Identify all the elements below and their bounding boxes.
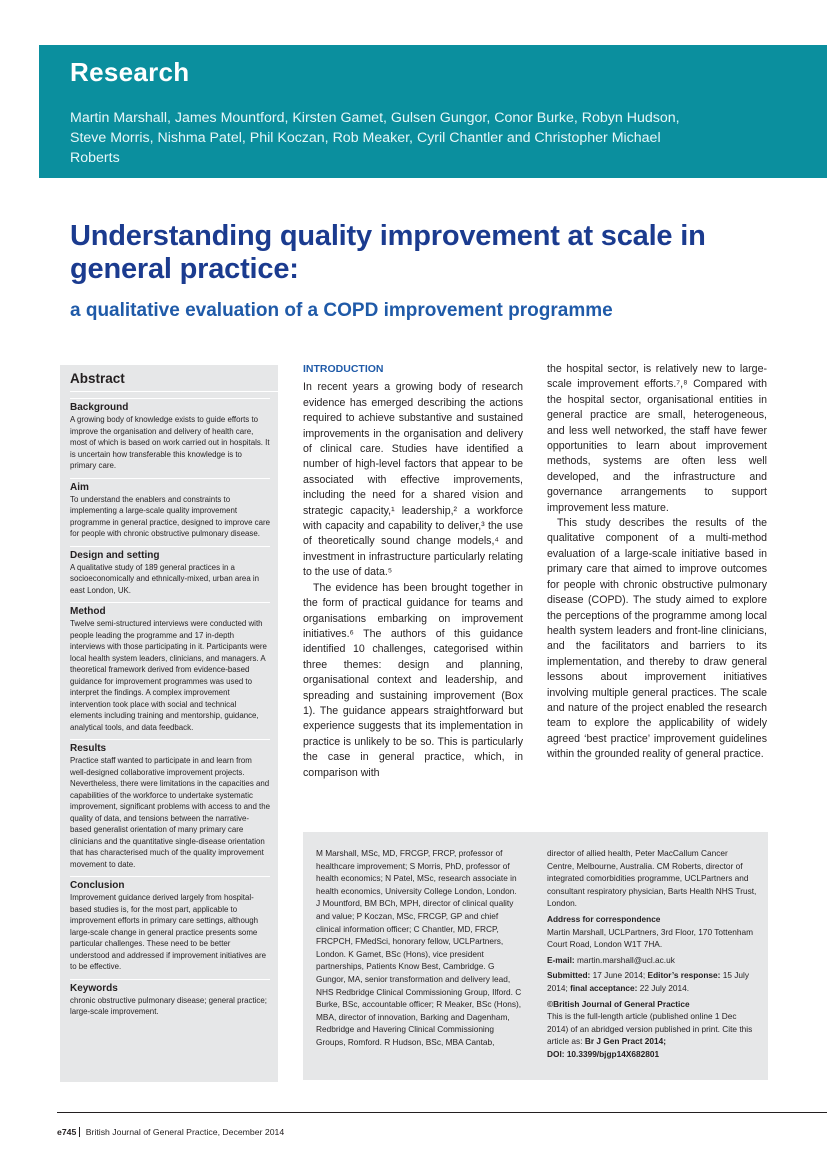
abstract-section-heading: Background [70, 402, 129, 413]
abstract-section-heading: Method [70, 606, 106, 617]
copyright-line: ©British Journal of General Practice [547, 998, 690, 1009]
abstract-section-heading: Design and setting [70, 549, 160, 561]
correspondence-address: Martin Marshall, UCLPartners, 3rd Floor, 170 Tottenham Court Road, London W1T 7HA. [547, 926, 753, 950]
abstract-section-heading: Aim [70, 481, 89, 493]
email-label: E-mail: [547, 954, 575, 965]
body-column-1 [303, 362, 523, 781]
article-title: Understanding quality improvement at scale in general practice: [70, 220, 706, 285]
section-banner [39, 45, 827, 178]
abstract-section-text: Improvement guidance derived largely from hospital-based studies is, for the most part, applicable to improvement efforts in primary care settings, although large-scale change in general practice presents some particular challenges. These need to be better understood and addressed if improvement initiatives are to be effective. [70, 893, 267, 971]
abstract-section-text: A qualitative study of 189 general practices in a socioeconomically and ethnically-mixed, urban area in east London, UK. [70, 562, 260, 595]
abstract-section-text: To understand the enablers and constraints to implementing a large-scale quality improvement programme in general practice, designed to improve care for people with chronic obstructive pulmonary disease. [70, 494, 270, 538]
abstract-aim [70, 478, 270, 540]
abstract-keywords [70, 979, 270, 1018]
final-acceptance-date: 22 July 2014. [639, 982, 690, 993]
editor-response-date: 15 July 2014; [547, 970, 750, 993]
abstract-section-text: Twelve semi-structured interviews were conducted with people leading the programme and 17 in-depth interviews with those participating in it. Participants were local health system leaders, clinicians, and managers. A theoretical framework derived from evidence-based guidance for improvement programmes was used to interpret the findings. A complex improvement intervention took place with social and technical elements including training and mentorship, guidance, analytical tools, and data feedback. [70, 619, 267, 732]
page-footer [57, 1127, 284, 1137]
correspondence-label: Address for correspondence [547, 913, 661, 924]
final-acceptance-label: final acceptance: [570, 982, 638, 993]
submitted-date: 17 June 2014; [592, 970, 646, 981]
author-list: Martin Marshall, James Mountford, Kirsten Gamet, Gulsen Gungor, Conor Burke, Robyn Hudson, Steve Morris, Nishma Patel, Phil Koczan, Rob Meaker, Cyril Chantler and Christopher Michael Roberts [70, 110, 680, 167]
body-column-2 [547, 362, 767, 763]
affiliations-text: M Marshall, MSc, MD, FRCGP, FRCP, professor of healthcare improvement; S Morris, PhD, professor of health economics; N Patel, MSc, research associate in health economics, University College London, London. J Mountford, BM BCh, MPH, director of clinical quality and value; P Koczan, MSc, FRCGP, GP and chief clinical information officer; C Chantler, MD, FRCP, FRCPCH, FMedSci, honorary fellow, UCLPartners, London. K Gamet, BSc (Hons), vice president partnerships, Patients Know Best, Cambridge. G Gungor, MA, senior transformation and delivery lead, NHS Redbridge Clinical Commissioning Group, Ilford. C Burke, BSc, accountable officer; R Meaker, BSc (Hons), MBA, director of innovation, Barking and Dagenham, Redbridge and Havering Clinical Commissioning Groups, Romford. R Hudson, BSc, MBA Cantab, [316, 848, 522, 1047]
abstract-section-text: A growing body of knowledge exists to guide efforts to improve the organisation and delivery of health care, most of which is based on work carried out in hospitals. It is uncertain how transferable this knowledge is to primary care. [70, 415, 270, 470]
affiliations-text-continued: director of allied health, Peter MacCallum Cancer Centre, Melbourne, Australia. CM Roberts, director of integrated comorbidities programme, UCLPartners and consultant respiratory physician, Barts Health NHS Trust, London. [547, 848, 757, 909]
abstract-heading: Abstract [70, 371, 278, 392]
abstract-background [70, 398, 270, 472]
body-paragraph: the hospital sector, is relatively new to large-scale improvement efforts.⁷,⁸ Compared with the hospital sector, organisational entities in general practice are small, heterogeneous, and less well networked, the staff have fewer opportunities to learn about improvement methods, systems are often less well developed, and the infrastructure and governance arrangements to support improvement less mature. [547, 363, 767, 514]
journal-issue: British Journal of General Practice, December 2014 [85, 1127, 285, 1137]
abstract-section-heading: Conclusion [70, 880, 125, 891]
abstract-results [70, 739, 270, 870]
abstract-section-text: chronic obstructive pulmonary disease; general practice; large-scale improvement. [70, 995, 267, 1016]
body-paragraph: In recent years a growing body of research evidence has emerged describing the actions required to achieve substantive and sustained improvements in the organisation and delivery of clinical care. Studies have identified a number of high-level factors that appear to be associated with effective improvements, including the need for a shared vision and strategic capacity,¹ leadership,² a workforce with capacity and capability to deliver,³ the use of theoretically sound change models,⁴ and investment in infrastructure particularly relating to the use of data.⁵ [303, 381, 523, 579]
abstract-method [70, 602, 270, 733]
page-number: e745 [57, 1127, 80, 1137]
article-subtitle: a qualitative evaluation of a COPD improvement programme [70, 300, 613, 321]
citation-reference: Br J Gen Pract 2014; [584, 1036, 666, 1047]
introduction-heading: INTRODUCTION [303, 363, 384, 375]
citation-note: This is the full-length article (published online 1 Dec 2014) of an abridged version published in print. Cite this article as: [547, 1011, 753, 1047]
abstract-panel [60, 365, 278, 1082]
body-paragraph: This study describes the results of the qualitative component of a multi-method evaluation of a large-scale initiative based in primary care that aimed to improve outcomes for people with chronic obstructive pulmonary disease (COPD). The study aimed to explore the perceptions of the programme among local health system leaders and front-line clinicians, and the facilitators and barriers to its implementation, and thereby to draw general lessons about improvement initiatives involving multiple general practices. The scale and nature of the project enabled the research team to explore the applicability of widely agreed ‘best practice’ improvement guidelines within the grounded reality of general practice. [547, 517, 767, 761]
abstract-section-heading: Results [70, 743, 107, 754]
abstract-conclusion [70, 876, 270, 973]
doi-link[interactable]: DOI: 10.3399/bjgp14X682801 [547, 1048, 660, 1059]
footer-divider [57, 1112, 827, 1113]
correspondence-column [547, 847, 757, 1061]
abstract-section-text: Practice staff wanted to participate in and learn from well-designed collaborative improvement projects. Nevertheless, there were limitations in the capacities and capabilities of the workforce to undertake systematic improvement, significant problems with access to and the quality of data, and tensions between the narrative-based generalist orientation of many primary care clinicians and the quantitative single-disease orientation that has characterised much of the quality improvement movement to date. [70, 756, 270, 869]
editor-response-label: Editor’s response: [647, 970, 721, 981]
body-paragraph: The evidence has been brought together in the form of practical guidance for teams and organisations embarking on improvement initiatives.⁶ The authors of this guidance identified 10 challenges, categorised within three themes: design and planning, organisational context and leadership, and spreading and sustaining improvement (Box 1). The guidance appears straightforward but experience suggests that its implementation in practice is unlikely to be so. This is particularly the case in general practice, which, in comparison with [303, 581, 523, 779]
section-label: Research [70, 57, 190, 87]
abstract-design [70, 546, 270, 597]
submitted-label: Submitted: [547, 970, 591, 981]
abstract-section-heading: Keywords [70, 982, 118, 994]
email-link[interactable]: martin.marshall@ucl.ac.uk [576, 954, 675, 965]
affiliations-panel [303, 832, 768, 1080]
